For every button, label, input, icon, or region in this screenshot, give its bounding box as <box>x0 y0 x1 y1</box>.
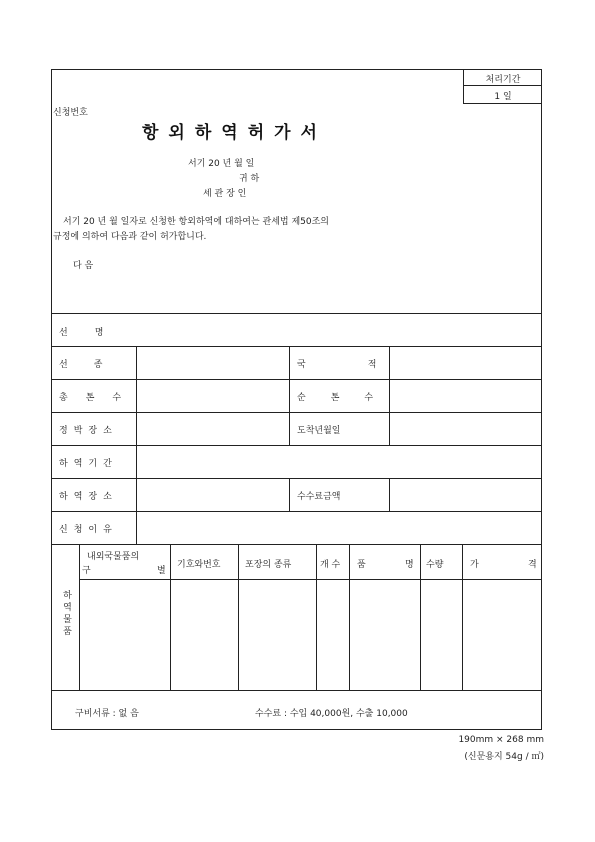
rule <box>51 478 542 479</box>
rule <box>51 313 542 314</box>
goods-separator <box>462 544 463 690</box>
handling-period-label: 하역기간 <box>59 459 118 469</box>
goods-col-category-line2a: 구 <box>82 566 91 576</box>
processing-period-value: 1 일 <box>494 92 512 102</box>
goods-col-price-a: 가 <box>470 560 479 570</box>
goods-separator <box>420 544 421 690</box>
field-separator <box>136 346 137 544</box>
reason-label: 신청이유 <box>59 525 118 535</box>
paper-stock: (신문용지 54g / ㎡) <box>464 752 544 762</box>
rule <box>51 690 542 691</box>
ship-name-label: 선명 <box>59 328 131 338</box>
goods-col-count: 개 수 <box>320 560 341 570</box>
field-separator <box>289 346 290 445</box>
goods-separator <box>316 544 317 690</box>
processing-period-label: 처리기간 <box>485 75 521 85</box>
field-separator <box>389 478 390 511</box>
goods-col-packing: 포장의 종류 <box>245 560 292 570</box>
goods-col-item-a: 품 <box>357 560 366 570</box>
goods-col-quantity: 수량 <box>426 560 444 570</box>
fee-amount-label: 수수료금액 <box>297 492 341 502</box>
ship-type-label: 선종 <box>59 360 129 370</box>
goods-col-marks: 기호와번호 <box>177 560 221 570</box>
handling-place-label: 하역장소 <box>59 492 118 502</box>
conditions-label: 다 음 <box>73 261 94 271</box>
body-text-line-1: 서기 20 년 월 일자로 신청한 항외하역에 대하여는 관세법 제50조의 <box>63 217 330 227</box>
date-line: 서기 20 년 월 일 <box>188 159 255 169</box>
goods-col-item-b: 명 <box>405 560 414 570</box>
goods-col-category-line1: 내외국물품의 <box>87 552 140 562</box>
goods-separator <box>238 544 239 690</box>
field-separator <box>289 478 290 511</box>
goods-separator <box>79 544 80 690</box>
rule <box>51 511 542 512</box>
rule <box>51 544 542 545</box>
net-tonnage-label: 순톤수 <box>297 393 399 403</box>
gross-tonnage-label: 총톤수 <box>59 393 140 403</box>
goods-col-category-line2b: 별 <box>157 566 166 576</box>
body-text-line-2: 규정에 의하여 다음과 같이 허가합니다. <box>53 232 207 242</box>
processing-period-box <box>463 69 542 104</box>
issuer-line: 세 관 장 인 <box>203 189 247 199</box>
goods-separator <box>349 544 350 690</box>
rule <box>51 346 542 347</box>
required-documents: 구비서류 : 없 음 <box>75 709 139 719</box>
fee-schedule: 수수료 : 수입 40,000원, 수출 10,000 <box>255 709 408 719</box>
goods-separator <box>170 544 171 690</box>
recipient-line: 귀 하 <box>239 174 260 184</box>
goods-col-price-b: 격 <box>528 560 537 570</box>
paper-size: 190mm × 268 mm <box>458 735 544 745</box>
goods-side-label: 하역물품 <box>61 590 71 638</box>
rule <box>51 445 542 446</box>
nationality-label: 국적 <box>297 360 439 370</box>
document-title: 항외하역허가서 <box>142 123 327 143</box>
rule <box>51 412 542 413</box>
application-number-label: 신청번호 <box>53 108 88 118</box>
rule <box>51 379 542 380</box>
goods-header-rule <box>79 579 542 580</box>
berth-label: 정박장소 <box>59 426 118 436</box>
arrival-date-label: 도착년월일 <box>297 426 341 436</box>
